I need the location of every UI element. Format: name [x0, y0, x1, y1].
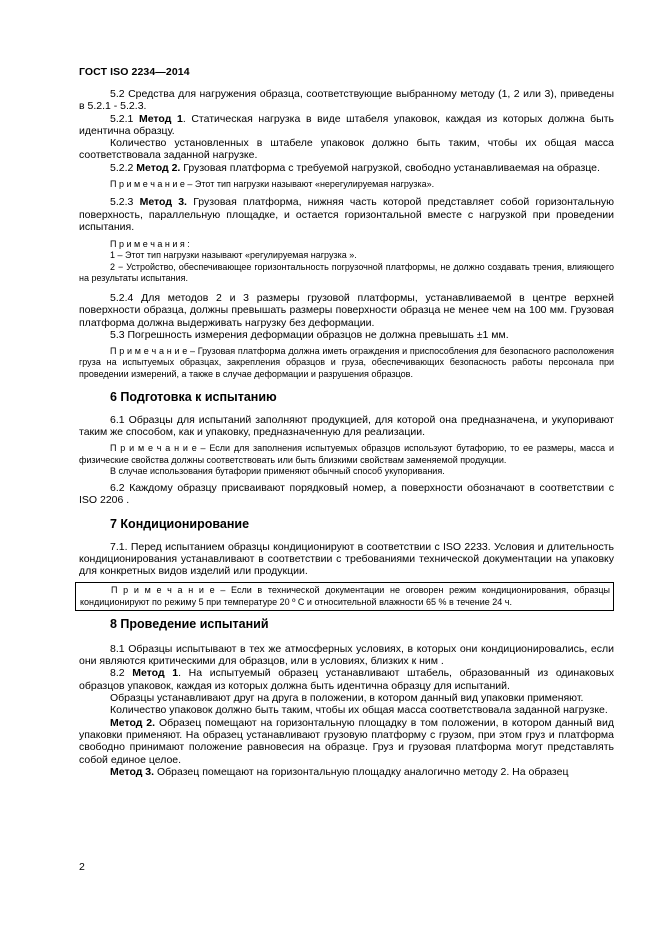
paragraph-method-2: Метод 2. Образец помещают на горизонтальную площадку в том положении, в котором данный вид упаковки применяют. На образец устанавливают грузовую платформу с грузом, при этом груз и платформа свободно принимают положение равновесия на образце. Груз и грузовая платформа могут представлять собой единое целое.	[79, 716, 614, 766]
paragraph-8-1: 8.1 Образцы испытывают в тех же атмосферных условиях, в которых они кондиционировались, если они являются критическими для образцов, или в условиях, близких к ним .	[79, 642, 614, 668]
note-unregulated-load: П р и м е ч а н и е – Этот тип нагрузки называют «нерегулируемая нагрузка».	[110, 179, 435, 190]
note-props: П р и м е ч а н и е – Если для заполнения испытуемых образцов используют бутафорию, то ее размеры, масса и физические свойства должны соответствовать или быть близкими свойствам заменяемой продукции.	[79, 443, 614, 465]
paragraph-8-2: 8.2 Метод 1. На испытуемый образец устанавливают штабель, образованный из одинаковых образцов упаковок, каждая из которых должна быть идентична образцу для испытаний.	[79, 667, 614, 692]
paragraph-5-2-2: 5.2.2 Метод 2. Грузовая платформа с требуемой нагрузкой, свободно устанавливаемая на образце.	[110, 161, 600, 174]
paragraph-8-2-stacking: Образцы устанавливают друг на друга в положении, в котором данный вид упаковки применяют.	[110, 692, 584, 705]
paragraph-5-2: 5.2 Средства для нагружения образца, соответствующие выбранному методу (1, 2 или 3), приведены в 5.2.1 - 5.2.3.	[79, 88, 614, 113]
note-item-1: 1 – Этот тип нагрузки называют «регулируемая нагрузка ».	[110, 250, 357, 261]
paragraph-8-2-quantity: Количество упаковок должно быть таким, чтобы их общая масса соответствовала заданной нагрузке.	[110, 704, 608, 717]
paragraph-5-3: 5.3 Погрешность измерения деформации образцов не должна превышать ±1 мм.	[110, 328, 509, 341]
section-7-heading: 7 Кондиционирование	[110, 516, 250, 531]
section-6-heading: 6 Подготовка к испытанию	[110, 389, 277, 404]
document-header: ГОСТ ISO 2234—2014	[79, 66, 190, 78]
paragraph-5-2-1: 5.2.1 Метод 1. Статическая нагрузка в виде штабеля упаковок, каждая из которых должна быть идентична образцу.	[79, 112, 614, 137]
paragraph-6-2: 6.2 Каждому образцу присваивают порядковый номер, а поверхности обозначают в соответствии с ISO 2206 .	[79, 481, 614, 507]
paragraph-5-2-3: 5.2.3 Метод 3. Грузовая платформа, нижняя часть которой представляет собой горизонтальную поверхность, параллельную площадке, и остается горизонтальной вместе с нагрузкой при проведении испытания.	[79, 196, 614, 233]
section-8-heading: 8 Проведение испытаний	[110, 616, 269, 631]
page-number: 2	[79, 861, 85, 873]
paragraph-5-2-4: 5.2.4 Для методов 2 и 3 размеры грузовой платформы, устанавливаемой в центре верхней поверхности образца, должны превышать размеры поверхности образца не менее чем на 100 мм. Грузовая платформа должна выдерживать нагрузку без деформации.	[79, 291, 614, 329]
paragraph-method-3: Метод 3. Образец помещают на горизонтальную площадку аналогично методу 2. На образец	[110, 765, 569, 778]
note-item-2: 2 − Устройство, обеспечивающее горизонтальность погрузочной платформы, не должно создавать трения, влияющего на результаты испытания.	[79, 261, 614, 283]
paragraph-7-1: 7.1. Перед испытанием образцы кондиционируют в соответствии с ISO 2233. Условия и длительность кондиционирования устанавливают в соответствии с требованиями технической документации на упаковку для конкретных видов изделий или продукции.	[79, 540, 614, 578]
paragraph-5-2-1-quantity: Количество установленных в штабеле упаковок должно быть таким, чтобы их общая масса соответствовала заданной нагрузке.	[79, 137, 614, 162]
paragraph-6-1: 6.1 Образцы для испытаний заполняют продукцией, для которой она предназначена, и укупоривают таким же способом, как и упаковку, предназначенную для реализации.	[79, 413, 614, 439]
note-props-sealing: В случае использования бутафории применяют обычный способ укупоривания.	[110, 465, 445, 476]
note-box-conditioning	[75, 582, 614, 610]
note-conditioning: П р и м е ч а н и е – Если в технической документации не оговорен режим кондиционирования, образцы кондиционируют по режиму 5 при температуре 20 º С и относительной влажности 65 % в течение 24 ч.	[80, 585, 611, 607]
document-body	[79, 88, 614, 778]
note-platform-safety: П р и м е ч а н и е – Грузовая платформа должна иметь ограждения и приспособления для безопасного расположения груза на испытуемых образцах, закрепления образцов и груза, обеспечивающих безопасность работы персонала при проведении измерений, а также в случае деформации и разрушения образцов.	[79, 346, 614, 379]
notes-label: П р и м е ч а н и я :	[110, 239, 190, 250]
